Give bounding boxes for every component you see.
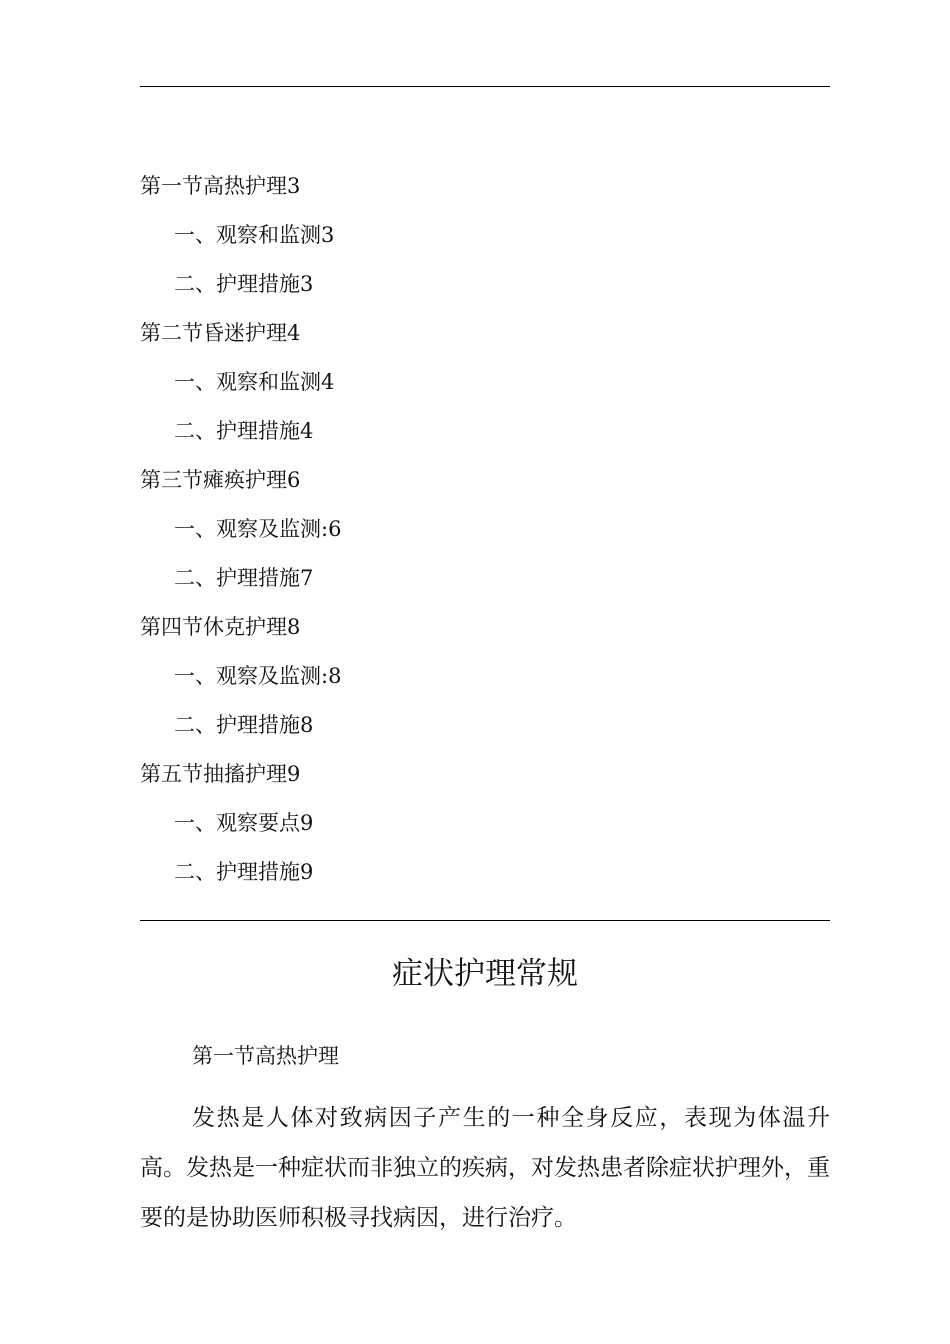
- toc-entry-label: 二、护理措施: [174, 860, 300, 884]
- toc-entry[interactable]: [174, 417, 313, 445]
- toc-entry-page-number: 6: [328, 517, 342, 541]
- toc-entry-page-number: 9: [287, 762, 301, 786]
- toc-entry-page-number: 7: [300, 566, 314, 590]
- toc-entry[interactable]: [174, 515, 341, 543]
- toc-entry-page-number: 9: [300, 860, 314, 884]
- toc-entry[interactable]: [140, 466, 300, 494]
- toc-entry-label: 一、观察及监测:: [174, 517, 329, 541]
- toc-entry[interactable]: [174, 221, 334, 249]
- toc-entry-page-number: 6: [287, 468, 301, 492]
- toc-entry-page-number: 8: [287, 615, 301, 639]
- toc-entry-page-number: 3: [321, 223, 335, 247]
- toc-entry[interactable]: [174, 809, 313, 837]
- toc-entry[interactable]: [174, 368, 334, 396]
- toc-entry-label: 二、护理措施: [174, 419, 300, 443]
- toc-entry-label: 一、观察及监测:: [174, 664, 329, 688]
- toc-entry[interactable]: [174, 662, 341, 690]
- toc-entry-page-number: 9: [300, 811, 314, 835]
- toc-entry-page-number: 4: [321, 370, 335, 394]
- toc-entry-label: 二、护理措施: [174, 566, 300, 590]
- section-divider: [140, 920, 830, 921]
- toc-entry-label: 第二节昏迷护理: [140, 321, 287, 345]
- toc-entry[interactable]: [140, 319, 300, 347]
- toc-entry-label: 第一节高热护理: [140, 174, 287, 198]
- toc-entry[interactable]: [174, 858, 313, 886]
- toc-entry[interactable]: [174, 711, 313, 739]
- section-heading: 第一节高热护理: [192, 1044, 339, 1068]
- toc-entry[interactable]: [140, 760, 300, 788]
- toc-entry-page-number: 8: [300, 713, 314, 737]
- toc-entry-label: 二、护理措施: [174, 713, 300, 737]
- toc-entry-page-number: 3: [300, 272, 314, 296]
- toc-entry-page-number: 4: [300, 419, 314, 443]
- toc-entry-page-number: 3: [287, 174, 301, 198]
- toc-entry-page-number: 4: [287, 321, 301, 345]
- toc-entry-label: 一、观察要点: [174, 811, 300, 835]
- toc-entry-label: 第三节瘫痪护理: [140, 468, 287, 492]
- toc-entry[interactable]: [140, 172, 300, 200]
- toc-entry[interactable]: [140, 613, 300, 641]
- toc-entry-label: 二、护理措施: [174, 272, 300, 296]
- document-title: 症状护理常规: [392, 956, 578, 992]
- toc-entry-label: 第四节休克护理: [140, 615, 287, 639]
- toc-entry-label: 第五节抽搐护理: [140, 762, 287, 786]
- toc-entry[interactable]: [174, 564, 313, 592]
- toc-entry-label: 一、观察和监测: [174, 370, 321, 394]
- toc-entry-page-number: 8: [328, 664, 342, 688]
- body-paragraph: 发热是人体对致病因子产生的一种全身反应，表现为体温升高。发热是一种症状而非独立的疾病，对发热患者除症状护理外，重要的是协助医师积极寻找病因，进行治疗。: [140, 1105, 830, 1231]
- toc-entry-label: 一、观察和监测: [174, 223, 321, 247]
- toc-entry[interactable]: [174, 270, 313, 298]
